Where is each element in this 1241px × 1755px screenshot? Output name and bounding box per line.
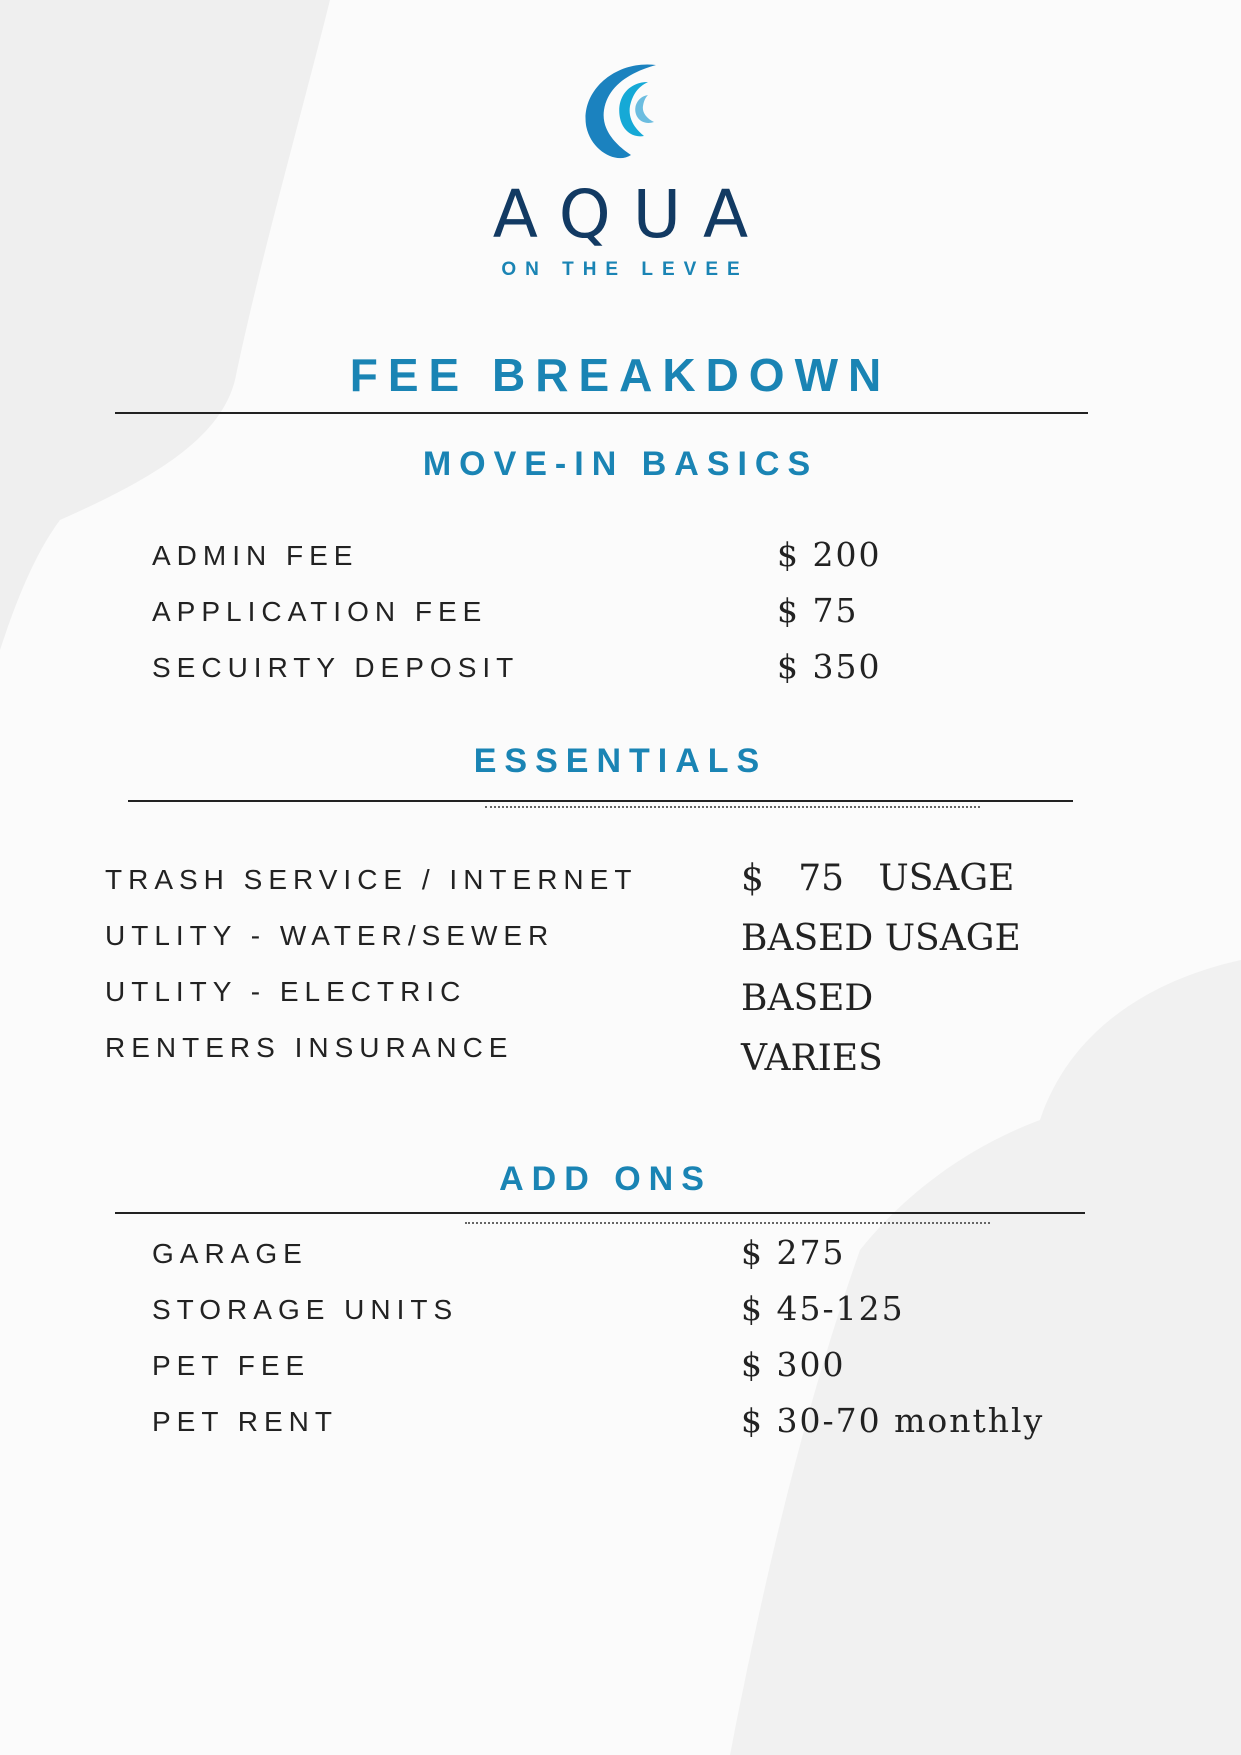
page-title: FEE BREAKDOWN (349, 349, 892, 401)
section-heading-move-in: MOVE-IN BASICS (422, 445, 819, 483)
divider (115, 412, 1088, 414)
fee-value: $ 75 (777, 591, 859, 630)
fee-label: GARAGE (152, 1238, 308, 1269)
section-heading-add-ons: ADD ONS (499, 1160, 712, 1198)
fee-label: TRASH SERVICE / INTERNET (105, 864, 638, 895)
divider (115, 1212, 1085, 1214)
fee-value: $ 275 (741, 1233, 846, 1272)
fee-value: VARIES (741, 1038, 883, 1079)
section-heading-essentials: ESSENTIALS (473, 742, 768, 780)
fee-value: $ 30-70 monthly (741, 1401, 1045, 1440)
fee-label: PET RENT (152, 1406, 338, 1437)
brand-tagline: ON THE LEVEE (501, 259, 749, 280)
fee-label: APPLICATION FEE (152, 596, 488, 627)
fee-label: ADMIN FEE (152, 540, 359, 571)
fee-label: RENTERS INSURANCE (105, 1032, 514, 1063)
brand-name: AQUA (492, 176, 771, 253)
fee-label: PET FEE (152, 1350, 311, 1381)
fee-value: $ 300 (741, 1345, 846, 1384)
fee-value: $ 200 (777, 535, 882, 574)
logo (0, 60, 1241, 281)
dotted-divider (485, 806, 980, 808)
fee-value: $ 350 (777, 647, 882, 686)
fee-label: UTLITY - ELECTRIC (105, 976, 467, 1007)
fee-label: SECUIRTY DEPOSIT (152, 652, 520, 683)
fee-value: BASED (741, 978, 874, 1019)
fee-label: UTLITY - WATER/SEWER (105, 920, 555, 951)
wave-logo-icon (576, 60, 666, 165)
fee-value: $ 75 USAGE (741, 858, 1015, 899)
divider (128, 800, 1073, 802)
fee-value: $ 45-125 (741, 1289, 905, 1328)
fee-value: BASED USAGE (741, 918, 1021, 959)
fee-label: STORAGE UNITS (152, 1294, 459, 1325)
dotted-divider (465, 1222, 990, 1224)
